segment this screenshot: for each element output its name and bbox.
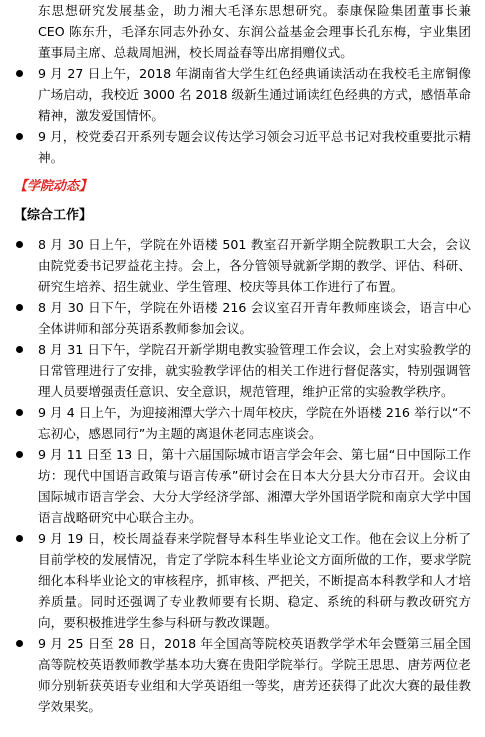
continued-paragraph: 东思想研究发展基金，助力湘大毛泽东思想研究。泰康保险集团董事长兼 CEO 陈东升，毛泽东同志外孙女、东润公益基金会理事长孔东梅，宇业集团董事局主席、总裁周旭洲，校长周益春等出席捐赠仪式。	[38, 3, 471, 60]
news-list-top	[0, 63, 485, 168]
bullet-icon	[16, 304, 23, 311]
subsection-heading: 【综合工作】	[14, 208, 93, 223]
list-item-text: 9 月 11 日至 13 日，第十六届国际城市语言学会年会、第七届“日中国际工作坊：现代中国语言政策与语言传承”研讨会在日本大分县大分市召开。会议由国际城市语言学会、大分大学经济学部、湘潭大学外国语学院和南京大学中国语言战略研究中心联合主办。	[38, 447, 471, 525]
bullet-icon	[16, 640, 23, 647]
bullet-icon	[16, 451, 23, 458]
list-item	[0, 402, 485, 444]
list-item	[0, 633, 485, 717]
bullet-icon	[16, 70, 23, 77]
list-item-text: 9 月 27 日上午，2018 年湖南省大学生红色经典诵读活动在我校毛主席铜像广场启动，我校近 3000 名 2018 级新生通过诵读红色经典的方式，感悟革命精神，激发爱国情怀。	[38, 66, 471, 123]
list-item	[0, 234, 485, 297]
list-item	[0, 339, 485, 402]
list-item-text: 9 月 4 日上午，为迎接湘潭大学六十周年校庆，学院在外语楼 216 举行以“不忘初心，感恩同行”为主题的离退休老同志座谈会。	[38, 405, 471, 441]
bullet-icon	[16, 409, 23, 416]
list-item-text: 9 月，校党委召开系列专题会议传达学习领会习近平总书记对我校重要批示精神。	[38, 129, 471, 165]
list-item-text: 8 月 30 日下午，学院在外语楼 216 会议室召开青年教师座谈会，语言中心全体讲师和部分英语系教师参加会议。	[38, 300, 471, 336]
news-list-main	[0, 234, 485, 717]
list-item	[0, 444, 485, 528]
list-item-text: 9 月 25 日至 28 日，2018 年全国高等院校英语教学学术年会暨第三届全国高等院校英语教师教学基本功大赛在贵阳学院举行。学院王思思、唐芳两位老师分别斩获英语专业组和大学英语组一等奖，唐芳还获得了此次大赛的最佳教学效果奖。	[38, 636, 471, 714]
bullet-icon	[16, 241, 23, 248]
list-item	[0, 528, 485, 633]
bullet-icon	[16, 133, 23, 140]
list-item-text: 9 月 19 日，校长周益春来学院督导本科生毕业论文工作。他在会议上分析了目前学校的发展情况，肯定了学院本科生毕业论文方面所做的工作，要求学院细化本科毕业论文的审核程序，抓审核、严把关，不断提高本科教学和人才培养质量。同时还强调了专业教师要有长期、稳定、系统的科研与教改研究方向，要积极推进学生参与科研与教改课题。	[38, 531, 471, 630]
bullet-icon	[16, 346, 23, 353]
list-item	[0, 63, 485, 126]
list-item-text: 8 月 30 日上午，学院在外语楼 501 教室召开新学期全院教职工大会，会议由院党委书记罗益花主持。会上，各分管领导就新学期的教学、评估、科研、研究生培养、招生就业、学生管理、校庆等具体工作进行了布置。	[38, 237, 471, 294]
list-item	[0, 297, 485, 339]
list-item-text: 8 月 31 日下午，学院召开新学期电教实验管理工作会议，会上对实验教学的日常管理进行了安排，就实验教学评估的相关工作进行督促落实，特别强调管理人员要增强责任意识、安全意识，规范管理，维护正常的实验教学秩序。	[38, 342, 471, 399]
list-item	[0, 126, 485, 168]
section-heading: 【学院动态】	[14, 179, 93, 194]
bullet-icon	[16, 535, 23, 542]
